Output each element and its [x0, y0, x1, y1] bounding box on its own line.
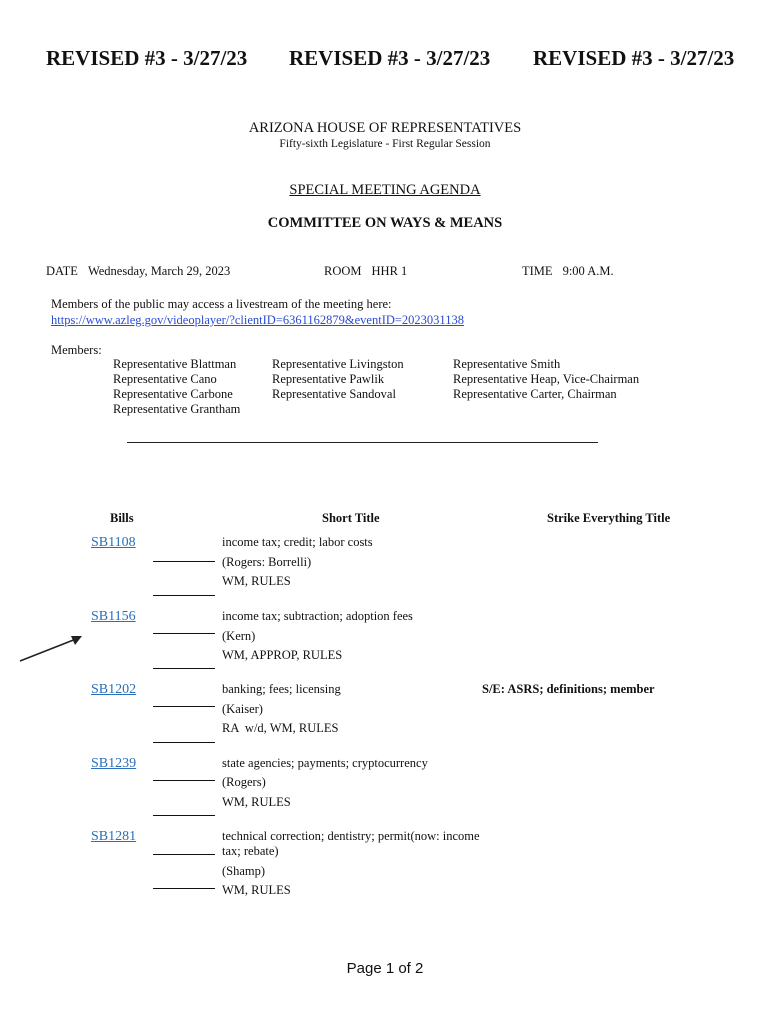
- member-name: Representative Sandoval: [272, 387, 396, 401]
- bill-underline: [153, 780, 215, 781]
- members-column-1: [113, 357, 240, 417]
- bill-committees: WM, RULES: [222, 574, 291, 588]
- bill-underline: [153, 888, 215, 889]
- bill-short-title: technical correction; dentistry; permit(now: income tax; rebate): [222, 829, 480, 858]
- bill-short-title: banking; fees; licensing: [222, 682, 341, 696]
- page-number: Page 1 of 2: [346, 960, 424, 977]
- member-name: Representative Carbone: [113, 387, 233, 401]
- members-column-2: [272, 357, 404, 402]
- member-name: Representative Pawlik: [272, 372, 385, 386]
- bill-short-title: state agencies; payments; cryptocurrency: [222, 756, 428, 770]
- bills-header: Bills: [110, 511, 134, 525]
- revised-banner-center: REVISED #3 - 3/27/23: [289, 46, 491, 70]
- room-value: HHR 1: [371, 264, 408, 278]
- bill-underline: [153, 668, 215, 669]
- bill-underline: [153, 706, 215, 707]
- bill-link-sb1108[interactable]: SB1108: [91, 535, 136, 550]
- bill-committees: RA w/d, WM, RULES: [222, 721, 339, 735]
- livestream-link[interactable]: https://www.azleg.gov/videoplayer/?clientID=6361162879&eventID=2023031138: [51, 313, 464, 327]
- bill-underline: [153, 742, 215, 743]
- short-title-header: Short Title: [322, 511, 380, 525]
- bill-committees: WM, APPROP, RULES: [222, 648, 343, 662]
- members-column-3: [453, 357, 639, 402]
- member-name: Representative Smith: [453, 357, 561, 371]
- strike-everything-header: Strike Everything Title: [547, 511, 671, 525]
- bill-underline: [153, 854, 215, 855]
- bill-link-sb1281[interactable]: SB1281: [91, 829, 137, 844]
- meeting-time: [522, 264, 614, 279]
- member-name: Representative Heap, Vice-Chairman: [453, 372, 640, 386]
- member-name: Representative Livingston: [272, 357, 404, 371]
- bill-sponsor: (Kaiser): [222, 702, 263, 716]
- bill-short-title: income tax; subtraction; adoption fees: [222, 609, 413, 623]
- bill-underline: [153, 595, 215, 596]
- bill-link-sb1239[interactable]: SB1239: [91, 756, 137, 771]
- revised-banner-right: REVISED #3 - 3/27/23: [533, 46, 735, 70]
- bill-link-sb1156[interactable]: SB1156: [91, 609, 136, 624]
- time-value: 9:00 A.M.: [562, 264, 614, 278]
- member-name: Representative Carter, Chairman: [453, 387, 617, 401]
- bill-sponsor: (Kern): [222, 629, 256, 643]
- room-label: ROOM: [324, 264, 362, 278]
- bill-committees: WM, RULES: [222, 883, 291, 897]
- revised-banner-left: REVISED #3 - 3/27/23: [46, 46, 248, 70]
- bill-underline: [153, 815, 215, 816]
- session-subtitle: Fifty-sixth Legislature - First Regular Session: [279, 138, 491, 150]
- section-divider: [127, 442, 598, 443]
- member-name: Representative Cano: [113, 372, 217, 386]
- bill-underline: [153, 633, 215, 634]
- bill-sponsor: (Rogers): [222, 775, 266, 789]
- date-value: Wednesday, March 29, 2023: [87, 264, 231, 278]
- bill-committees: WM, RULES: [222, 795, 291, 809]
- time-label: TIME: [522, 264, 553, 278]
- date-label: DATE: [46, 264, 78, 278]
- bill-sponsor: (Rogers: Borrelli): [222, 555, 312, 569]
- meeting-room: [324, 264, 407, 279]
- meeting-date: [46, 264, 230, 279]
- member-name: Representative Blattman: [113, 357, 237, 371]
- bill-link-sb1202[interactable]: SB1202: [91, 682, 137, 697]
- bill-sponsor: (Shamp): [222, 864, 266, 878]
- committee-title: COMMITTEE ON WAYS & MEANS: [267, 215, 503, 231]
- members-label: Members:: [51, 343, 102, 357]
- livestream-note: Members of the public may access a livestream of the meeting here:: [51, 297, 392, 311]
- arrow-annotation-icon: [14, 630, 90, 666]
- strike-everything-title: S/E: ASRS; definitions; member: [482, 682, 655, 696]
- agenda-title: SPECIAL MEETING AGENDA: [289, 182, 481, 198]
- member-name: Representative Grantham: [113, 402, 241, 416]
- organization-title: ARIZONA HOUSE OF REPRESENTATIVES: [248, 120, 522, 136]
- bill-underline: [153, 561, 215, 562]
- bill-short-title: income tax; credit; labor costs: [222, 535, 373, 549]
